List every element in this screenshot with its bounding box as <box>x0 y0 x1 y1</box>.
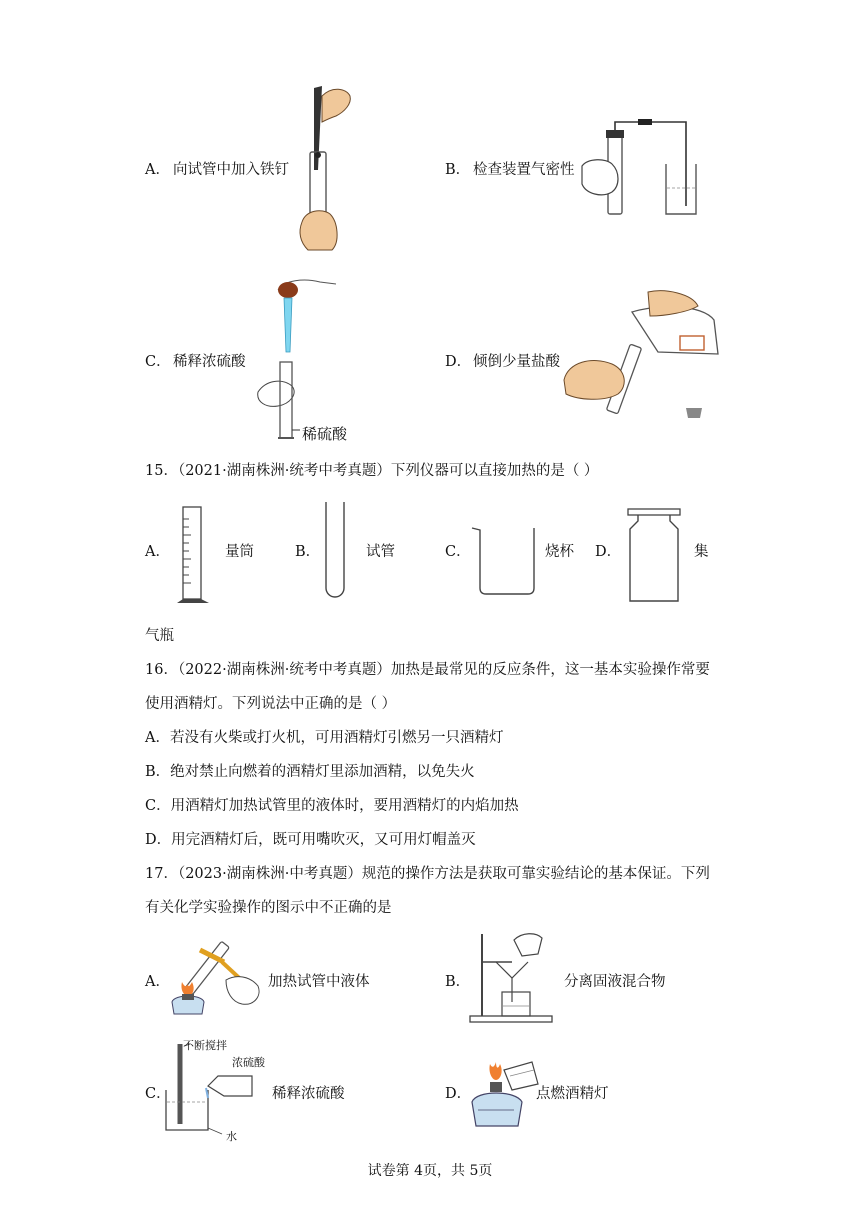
q14-option-b-letter: B． <box>445 162 471 178</box>
page-footer: 试卷第 4页，共 5页 <box>367 1163 493 1179</box>
q17-option-b-letter: B． <box>445 974 471 990</box>
q15-d-gas-bottle-icon <box>626 507 682 603</box>
q15-option-d-text: 集 <box>694 544 709 560</box>
q15-option-b-letter: B． <box>295 544 321 560</box>
q15-option-b-text: 试管 <box>366 544 395 560</box>
q17-option-c-letter: C． <box>145 1086 171 1102</box>
q16-option-c: C．用酒精灯加热试管里的液体时，要用酒精灯的内焰加热 <box>145 798 519 814</box>
q14-option-c-text: 稀释浓硫酸 <box>173 354 246 370</box>
q14-c-image-label: 稀硫酸 <box>302 425 348 443</box>
q17-option-b-text: 分离固液混合物 <box>564 974 666 990</box>
q15-b-test-tube-icon <box>322 500 348 602</box>
q14-option-d-text: 倾倒少量盐酸 <box>473 354 560 370</box>
q15-option-d-letter: D． <box>595 544 622 560</box>
q15-option-a-text: 量筒 <box>225 544 254 560</box>
q16-stem-line1: 16．（2022·湖南株洲·统考中考真题）加热是最常见的反应条件，这一基本实验操作常要 <box>145 662 710 678</box>
q16-option-d: D．用完酒精灯后，既可用嘴吹灭，又可用灯帽盖灭 <box>145 832 476 848</box>
q17-a-heat-tube-image <box>166 936 266 1020</box>
q15-c-beaker-icon <box>470 524 542 596</box>
q17-c-label-stir: 不断搅拌 <box>183 1039 227 1052</box>
q16-option-a: A．若没有火柴或打火机，可用酒精灯引燃另一只酒精灯 <box>145 730 504 746</box>
q17-option-d-text: 点燃酒精灯 <box>536 1086 609 1102</box>
q14-option-d-letter: D． <box>445 354 472 370</box>
q16-option-b: B．绝对禁止向燃着的酒精灯里添加酒精，以免失火 <box>145 764 475 780</box>
q15-option-d-continuation: 气瓶 <box>145 628 174 644</box>
q14-option-a-letter: A． <box>145 162 170 178</box>
q15-option-c-text: 烧杯 <box>545 544 574 560</box>
q17-option-c-text: 稀释浓硫酸 <box>272 1086 345 1102</box>
q17-option-d-letter: D． <box>445 1086 472 1102</box>
q15-option-c-letter: C． <box>445 544 471 560</box>
q15-stem: 15．（2021·湖南株洲·统考中考真题）下列仪器可以直接加热的是（ ） <box>145 463 599 479</box>
q17-d-light-lamp-image <box>468 1054 544 1138</box>
q17-option-a-text: 加热试管中液体 <box>268 974 370 990</box>
q17-c-label-water: 水 <box>226 1130 237 1143</box>
q14-b-airtightness-image <box>578 118 698 220</box>
q14-option-b-text: 检查装置气密性 <box>473 162 575 178</box>
q15-a-measuring-cylinder-icon <box>173 505 215 605</box>
q14-d-pour-acid-image <box>562 290 722 426</box>
q14-option-a-text: 向试管中加入铁钉 <box>173 162 289 178</box>
q14-option-c-letter: C． <box>145 354 171 370</box>
q14-c-dropper-cylinder-image <box>248 272 338 442</box>
q17-stem-line1: 17．（2023·湖南株洲·中考真题）规范的操作方法是获取可靠实验结论的基本保证。下列 <box>145 866 710 882</box>
q17-c-label-acid: 浓硫酸 <box>232 1056 265 1069</box>
q17-stem-line2: 有关化学实验操作的图示中不正确的是 <box>145 900 392 916</box>
q15-option-a-letter: A． <box>145 544 170 560</box>
q16-stem-line2: 使用酒精灯。下列说法中正确的是（ ） <box>145 696 397 712</box>
q14-a-test-tube-nail-image <box>292 82 352 254</box>
q17-option-a-letter: A． <box>145 974 170 990</box>
q17-b-filtration-image <box>466 928 556 1024</box>
